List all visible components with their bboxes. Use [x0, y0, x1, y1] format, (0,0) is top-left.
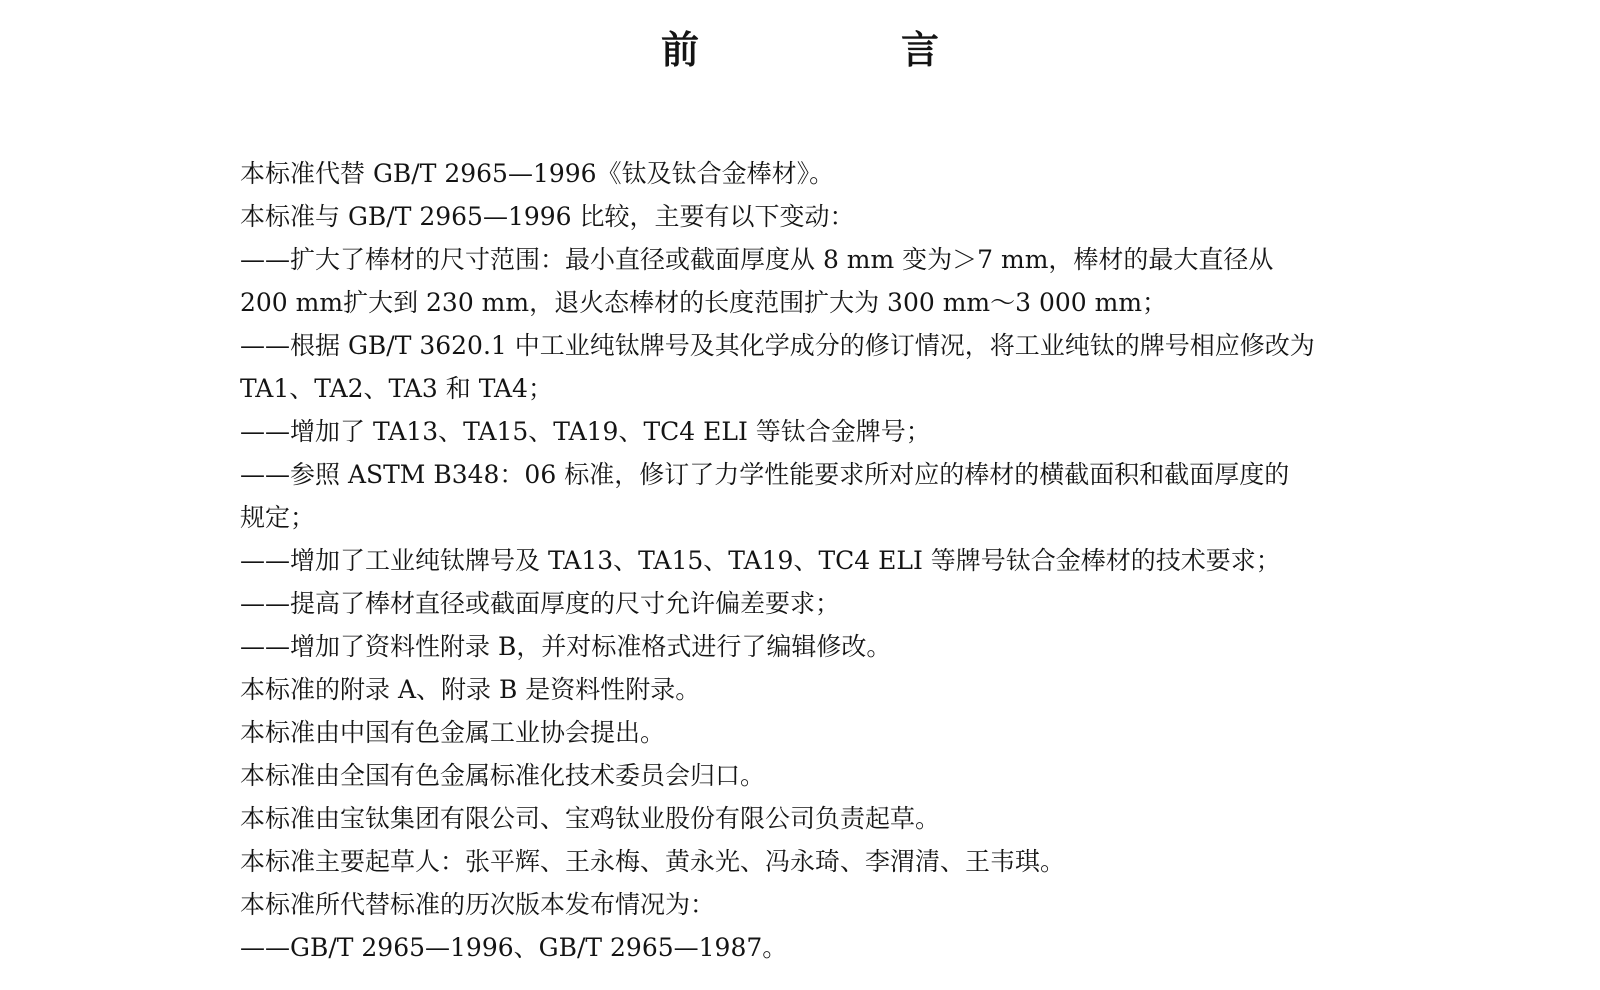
list-item [240, 238, 1435, 324]
list-item-line: ——根据 GB/T 3620.1 中工业纯钛牌号及其化学成分的修订情况，将工业纯钛的牌号相应修改为 [240, 331, 1315, 360]
changes-list [240, 238, 1435, 668]
foreword-body [240, 152, 1435, 969]
list-item [240, 625, 1435, 668]
list-item [240, 582, 1435, 625]
list-item-line: ——参照 ASTM B348：06 标准，修订了力学性能要求所对应的棒材的横截面积和截面厚度的 [240, 460, 1290, 489]
paragraph-history-intro: 本标准所代替标准的历次版本发布情况为： [240, 890, 716, 919]
list-item-line: ——提高了棒材直径或截面厚度的尺寸允许偏差要求； [240, 589, 841, 618]
list-item [240, 410, 1435, 453]
list-item-continuation: 规定； [240, 503, 316, 532]
list-item-continuation: TA1、TA2、TA3 和 TA4； [240, 374, 553, 403]
list-item [240, 324, 1435, 410]
page-title: 前 言 [660, 27, 1021, 72]
paragraph-appendix: 本标准的附录 A、附录 B 是资料性附录。 [240, 675, 701, 704]
paragraph-comparison: 本标准与 GB/T 2965—1996 比较，主要有以下变动： [240, 202, 855, 231]
list-item-line: ——增加了 TA13、TA15、TA19、TC4 ELI 等钛合金牌号； [240, 417, 931, 446]
list-item [240, 453, 1435, 539]
list-item-line: ——扩大了棒材的尺寸范围：最小直径或截面厚度从 8 mm 变为＞7 mm，棒材的最大直径从 [240, 245, 1274, 274]
list-item-continuation: 200 mm扩大到 230 mm，退火态棒材的长度范围扩大为 300 mm～3 000 mm； [240, 288, 1168, 317]
paragraph-replaces: 本标准代替 GB/T 2965—1996《钛及钛合金棒材》。 [240, 159, 835, 188]
list-item-line: ——增加了资料性附录 B，并对标准格式进行了编辑修改。 [240, 632, 892, 661]
paragraph-drafted-by: 本标准由宝钛集团有限公司、宝鸡钛业股份有限公司负责起草。 [240, 804, 941, 833]
paragraph-centralized-by: 本标准由全国有色金属标准化技术委员会归口。 [240, 761, 766, 790]
paragraph-proposed-by: 本标准由中国有色金属工业协会提出。 [240, 718, 666, 747]
list-item [240, 539, 1435, 582]
paragraph-history-versions: ——GB/T 2965—1996、GB/T 2965—1987。 [240, 933, 788, 962]
list-item-line: ——增加了工业纯钛牌号及 TA13、TA15、TA19、TC4 ELI 等牌号钛合金棒材的技术要求； [240, 546, 1281, 575]
paragraph-drafters: 本标准主要起草人：张平辉、王永梅、黄永光、冯永琦、李渭清、王韦琪。 [240, 847, 1066, 876]
